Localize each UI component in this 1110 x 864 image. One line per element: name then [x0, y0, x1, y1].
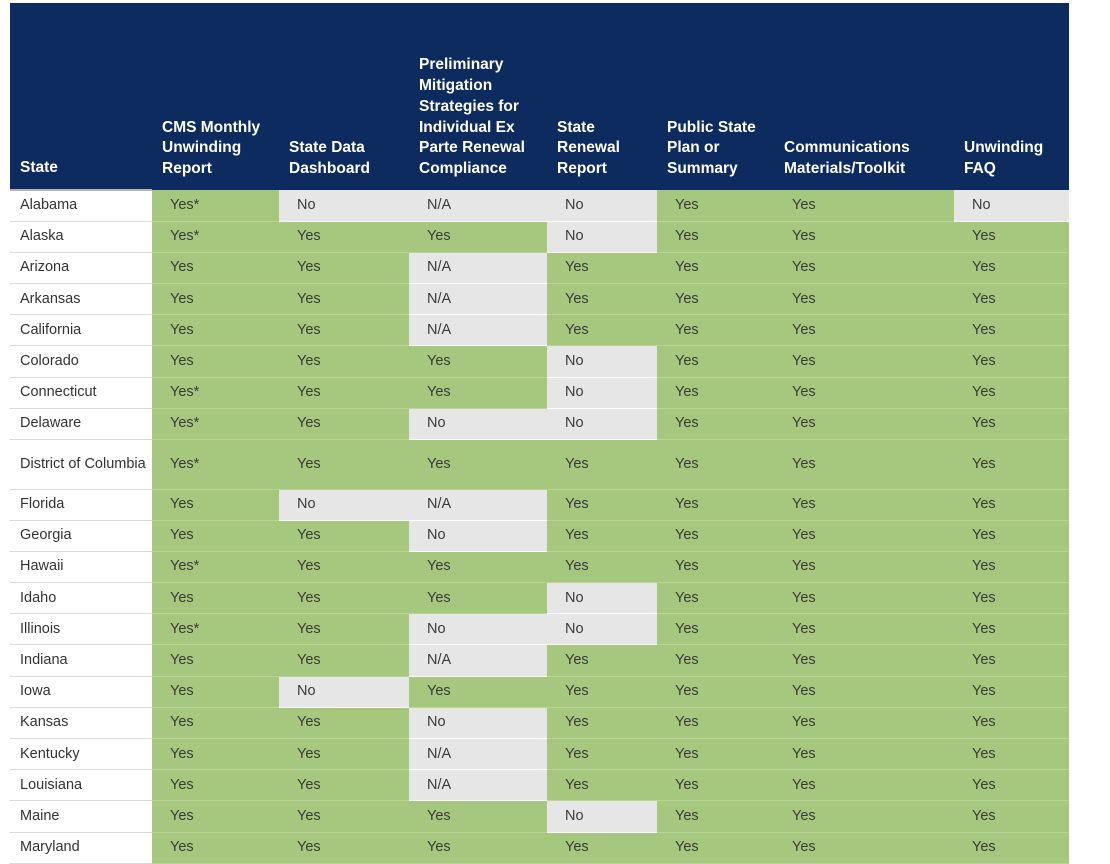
status-cell: Yes [954, 676, 1069, 707]
state-name-cell: Louisiana [10, 770, 152, 801]
status-cell: Yes [547, 440, 657, 490]
status-cell: Yes [547, 645, 657, 676]
status-cell: Yes [279, 770, 409, 801]
table-row [10, 645, 1069, 676]
status-cell: Yes [657, 583, 774, 614]
status-cell: Yes [547, 551, 657, 582]
status-cell: Yes [774, 676, 954, 707]
status-cell: No [547, 346, 657, 377]
status-cell: Yes [152, 832, 279, 863]
state-name-cell: Delaware [10, 408, 152, 439]
status-cell: No [547, 190, 657, 221]
status-cell: Yes [152, 676, 279, 707]
status-cell: Yes [954, 520, 1069, 551]
table-row [10, 408, 1069, 439]
status-cell: Yes [954, 614, 1069, 645]
state-name-cell: Colorado [10, 346, 152, 377]
state-name-cell: Alaska [10, 221, 152, 252]
status-cell: Yes [774, 315, 954, 346]
state-name-cell: Indiana [10, 645, 152, 676]
status-cell: Yes [954, 489, 1069, 520]
state-name-cell: Arkansas [10, 284, 152, 315]
status-cell: Yes [409, 583, 547, 614]
state-name-cell: Arizona [10, 252, 152, 283]
status-cell: Yes [954, 832, 1069, 863]
status-cell: Yes [774, 377, 954, 408]
status-cell: Yes [954, 707, 1069, 738]
status-cell: Yes* [152, 614, 279, 645]
status-cell: Yes [279, 832, 409, 863]
status-cell: Yes [657, 801, 774, 832]
state-name-cell: Florida [10, 489, 152, 520]
status-cell: No [547, 614, 657, 645]
column-header-communications: Communications Materials/Toolkit [784, 139, 910, 178]
status-cell: Yes [409, 221, 547, 252]
status-cell: Yes [657, 346, 774, 377]
status-cell: Yes [152, 583, 279, 614]
status-cell: Yes [954, 346, 1069, 377]
status-cell: Yes [279, 346, 409, 377]
status-cell: No [547, 377, 657, 408]
table-row [10, 284, 1069, 315]
header-row [10, 3, 1069, 190]
status-cell: Yes [409, 551, 547, 582]
status-cell: Yes [152, 284, 279, 315]
table-row [10, 252, 1069, 283]
status-cell: Yes [657, 520, 774, 551]
status-cell: Yes [657, 190, 774, 221]
column-header-cms-report: CMS Monthly Unwinding Report [162, 118, 261, 178]
status-cell: N/A [409, 739, 547, 770]
status-cell: Yes [152, 489, 279, 520]
column-header-public-plan: Public State Plan or Summary [667, 118, 756, 178]
status-cell: Yes [657, 489, 774, 520]
status-cell: Yes [954, 645, 1069, 676]
status-cell: Yes [279, 284, 409, 315]
status-cell: No [547, 221, 657, 252]
table-row [10, 801, 1069, 832]
status-cell: Yes [657, 739, 774, 770]
status-cell: Yes [774, 346, 954, 377]
status-cell: Yes [279, 645, 409, 676]
status-cell: N/A [409, 284, 547, 315]
state-name-cell: Maryland [10, 832, 152, 863]
status-cell: Yes [409, 346, 547, 377]
status-cell: Yes [657, 315, 774, 346]
status-cell: No [279, 676, 409, 707]
status-cell: Yes [657, 614, 774, 645]
status-cell: N/A [409, 645, 547, 676]
status-cell: Yes [774, 645, 954, 676]
status-cell: Yes [547, 739, 657, 770]
column-header-faq: Unwinding FAQ [964, 139, 1044, 178]
status-cell: Yes [152, 707, 279, 738]
status-cell: Yes* [152, 551, 279, 582]
status-cell: Yes [774, 770, 954, 801]
status-cell: Yes [657, 377, 774, 408]
status-cell: Yes [279, 801, 409, 832]
status-cell: No [409, 520, 547, 551]
state-name-cell: Iowa [10, 676, 152, 707]
status-cell: Yes [279, 551, 409, 582]
status-cell: Yes [954, 315, 1069, 346]
state-name-cell: Illinois [10, 614, 152, 645]
table-row [10, 770, 1069, 801]
status-cell: Yes [547, 284, 657, 315]
status-cell: Yes [152, 770, 279, 801]
status-cell: Yes [279, 583, 409, 614]
table-row [10, 832, 1069, 863]
status-cell: Yes [279, 315, 409, 346]
status-cell: No [279, 489, 409, 520]
status-cell: Yes* [152, 377, 279, 408]
state-name-cell: District of Columbia [10, 440, 152, 490]
status-cell: Yes [774, 190, 954, 221]
status-cell: Yes [547, 832, 657, 863]
status-cell: Yes [152, 346, 279, 377]
state-name-cell: Connecticut [10, 377, 152, 408]
column-header-state: State [20, 159, 58, 177]
status-cell: Yes [774, 221, 954, 252]
status-cell: Yes [409, 377, 547, 408]
status-cell: Yes [954, 440, 1069, 490]
status-cell: Yes* [152, 221, 279, 252]
status-cell: Yes [657, 284, 774, 315]
table-row [10, 676, 1069, 707]
table-row [10, 583, 1069, 614]
status-cell: N/A [409, 489, 547, 520]
state-name-cell: Maine [10, 801, 152, 832]
column-header-renewal-report: State Renewal Report [557, 118, 620, 178]
status-cell: Yes [954, 551, 1069, 582]
status-cell: Yes [409, 832, 547, 863]
status-cell: No [547, 583, 657, 614]
table-row [10, 221, 1069, 252]
status-cell: Yes [279, 252, 409, 283]
status-cell: No [547, 408, 657, 439]
status-cell: No [954, 190, 1069, 221]
table-row [10, 520, 1069, 551]
status-cell: No [409, 707, 547, 738]
state-name-cell: Idaho [10, 583, 152, 614]
status-cell: Yes [774, 614, 954, 645]
status-cell: Yes [954, 252, 1069, 283]
status-cell: Yes [954, 770, 1069, 801]
status-cell: Yes [279, 739, 409, 770]
status-cell: Yes [774, 520, 954, 551]
table-row [10, 315, 1069, 346]
status-cell: Yes [774, 707, 954, 738]
table-row [10, 739, 1069, 770]
status-cell: Yes [409, 801, 547, 832]
table-row [10, 707, 1069, 738]
status-cell: Yes [774, 408, 954, 439]
status-cell: Yes [657, 252, 774, 283]
table-row [10, 346, 1069, 377]
status-cell: Yes [152, 252, 279, 283]
status-cell: N/A [409, 252, 547, 283]
status-cell: Yes [279, 221, 409, 252]
column-header-mitigation: Preliminary Mitigation Strategies for Individual Ex Parte Renewal Compliance [419, 56, 525, 178]
status-cell: Yes* [152, 408, 279, 439]
status-cell: Yes [774, 284, 954, 315]
table-row [10, 551, 1069, 582]
table-row [10, 377, 1069, 408]
state-name-cell: Kentucky [10, 739, 152, 770]
status-cell: Yes [547, 252, 657, 283]
status-cell: Yes* [152, 440, 279, 490]
status-cell: Yes [774, 252, 954, 283]
state-name-cell: Alabama [10, 190, 152, 221]
status-cell: N/A [409, 770, 547, 801]
status-cell: Yes [774, 583, 954, 614]
status-cell: Yes [152, 801, 279, 832]
status-cell: Yes [657, 770, 774, 801]
status-cell: Yes [657, 832, 774, 863]
status-cell: Yes [547, 676, 657, 707]
status-cell: Yes [774, 739, 954, 770]
status-cell: Yes [152, 739, 279, 770]
status-cell: Yes [657, 221, 774, 252]
status-cell: No [409, 408, 547, 439]
table-row [10, 614, 1069, 645]
status-cell: Yes [657, 408, 774, 439]
status-cell: Yes [547, 489, 657, 520]
status-cell: Yes [774, 440, 954, 490]
status-cell: No [547, 801, 657, 832]
status-cell: Yes* [152, 190, 279, 221]
status-cell: Yes [152, 315, 279, 346]
status-cell: Yes [152, 645, 279, 676]
status-cell: Yes [954, 284, 1069, 315]
status-cell: Yes [409, 440, 547, 490]
status-cell: Yes [954, 408, 1069, 439]
status-cell: Yes [774, 551, 954, 582]
status-cell: Yes [547, 770, 657, 801]
table-row [10, 190, 1069, 221]
status-cell: Yes [954, 583, 1069, 614]
status-cell: Yes [547, 707, 657, 738]
state-name-cell: Georgia [10, 520, 152, 551]
state-name-cell: Kansas [10, 707, 152, 738]
status-cell: Yes [152, 520, 279, 551]
state-unwinding-table [10, 3, 1069, 864]
status-cell: Yes [954, 801, 1069, 832]
table-row [10, 489, 1069, 520]
status-cell: Yes [954, 377, 1069, 408]
status-cell: Yes [279, 377, 409, 408]
status-cell: Yes [279, 408, 409, 439]
status-cell: Yes [774, 832, 954, 863]
status-cell: Yes [547, 520, 657, 551]
state-name-cell: Hawaii [10, 551, 152, 582]
status-cell: Yes [279, 614, 409, 645]
status-cell: Yes [774, 801, 954, 832]
status-cell: Yes [279, 707, 409, 738]
status-cell: Yes [954, 739, 1069, 770]
status-cell: Yes [657, 645, 774, 676]
status-cell: No [409, 614, 547, 645]
status-cell: N/A [409, 315, 547, 346]
status-cell: No [279, 190, 409, 221]
column-header-dashboard: State Data Dashboard [289, 139, 370, 178]
status-cell: Yes [954, 221, 1069, 252]
status-cell: Yes [657, 707, 774, 738]
status-cell: Yes [657, 440, 774, 490]
status-cell: N/A [409, 190, 547, 221]
table-row [10, 440, 1069, 490]
status-cell: Yes [657, 676, 774, 707]
status-cell: Yes [279, 520, 409, 551]
status-cell: Yes [547, 315, 657, 346]
status-cell: Yes [279, 440, 409, 490]
status-cell: Yes [774, 489, 954, 520]
status-cell: Yes [657, 551, 774, 582]
status-cell: Yes [409, 676, 547, 707]
state-name-cell: California [10, 315, 152, 346]
